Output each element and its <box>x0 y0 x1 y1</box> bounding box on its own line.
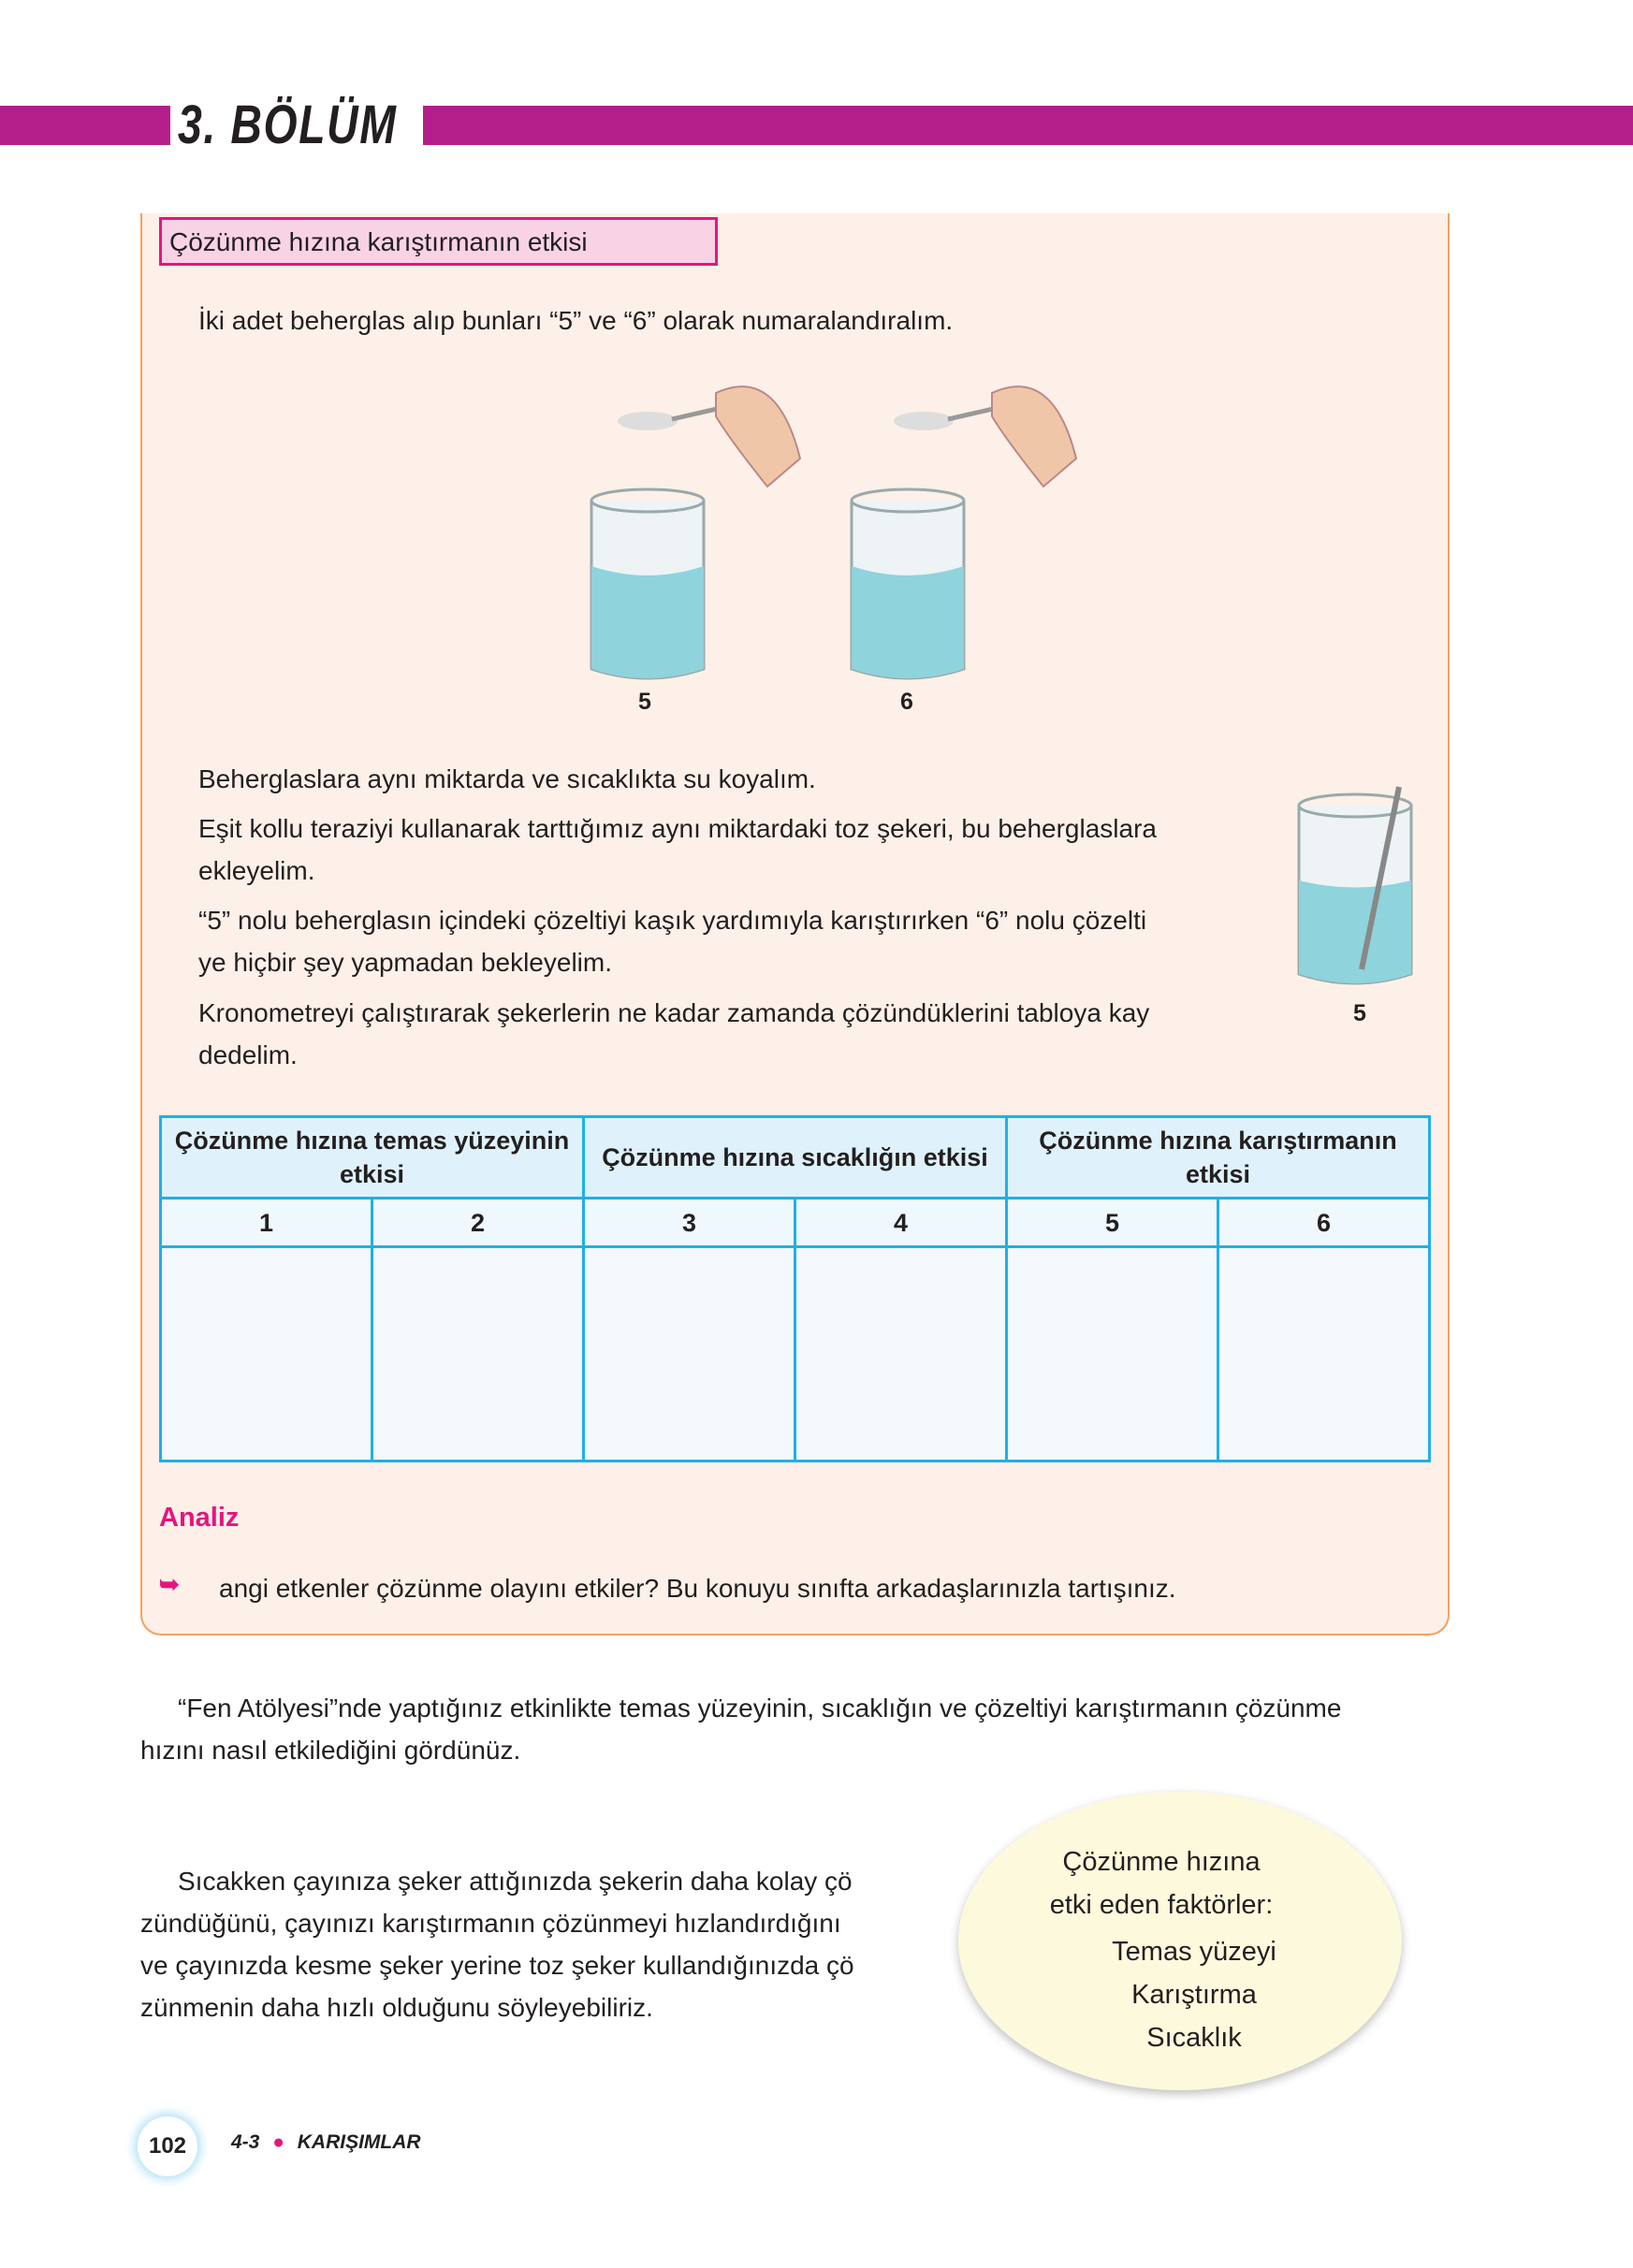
column-header: 6 <box>1218 1199 1430 1247</box>
group-header: Çözünme hızına sıcaklığın etkisi <box>584 1117 1007 1199</box>
table-cell <box>1007 1247 1218 1461</box>
callout-title-line: Çözünme hızına <box>1062 1847 1261 1877</box>
step-3: “5” nolu beherglasın içindeki çözeltiyi kaşık yardımıyla karıştırırken “6” nolu çözelti <box>198 906 1147 935</box>
page-number: 102 <box>138 2116 197 2176</box>
group-header: Çözünme hızına karıştırmanın etkisi <box>1007 1117 1430 1199</box>
chapter-bar-left <box>0 106 170 145</box>
spoon-hand-icon <box>894 386 1076 487</box>
callout-title <box>958 1792 1402 1926</box>
callout-item: Temas yüzeyi <box>1112 1937 1276 1967</box>
group-header: Çözünme hızına temas yüzeyinin etkisi <box>161 1117 584 1199</box>
callout-title-line: etki eden faktörler: <box>1049 1890 1274 1920</box>
intro-text: İki adet beherglas alıp bunları “5” ve “6” olarak numaralandıralım. <box>198 306 954 335</box>
analysis-text: angi etkenler çözünme olayını etkiler? Bu konuyu sınıfta arkadaşlarınızla tartışınız. <box>219 1574 1176 1603</box>
callout-item: Karıştırma <box>1131 1980 1257 2010</box>
paragraph-2-line-4: zünmenin daha hızlı olduğunu söyleyebiliriz. <box>140 1993 653 2022</box>
table-cell <box>1218 1247 1430 1461</box>
stirring-beaker-icon <box>1291 782 1422 993</box>
table-cell <box>161 1247 372 1461</box>
section-name: KARIŞIMLAR <box>297 2131 421 2153</box>
column-header: 3 <box>584 1199 795 1247</box>
paragraph-2-line-3: ve çayınızda kesme şeker yerine toz şeker kullandığınızda çö <box>140 1951 854 1980</box>
side-beaker-label: 5 <box>1353 1000 1366 1026</box>
footer-section <box>231 2131 421 2154</box>
callout-item: Sıcaklık <box>1146 2023 1242 2053</box>
spoon-hand-icon <box>618 386 800 487</box>
paragraph-1-line-2: hızını nasıl etkilediğini gördünüz. <box>140 1736 521 1765</box>
activity-heading: Çözünme hızına karıştırmanın etkisi <box>159 217 718 266</box>
factors-callout <box>958 1792 1402 2090</box>
paragraph-2-line-1: Sıcakken çayınıza şeker attığınızda şekerin daha kolay çö <box>178 1867 853 1896</box>
beaker-icon <box>591 489 704 678</box>
column-header: 1 <box>161 1199 372 1247</box>
step-3b: ye hiçbir şey yapmadan bekleyelim. <box>198 948 612 977</box>
step-2: Eşit kollu teraziyi kullanarak tarttığımız aynı miktardaki toz şekeri, bu beherglaslara <box>198 814 1157 843</box>
step-4: Kronometreyi çalıştırarak şekerlerin ne kadar zamanda çözündüklerini tabloya kay <box>198 998 1150 1027</box>
table-cell <box>372 1247 584 1461</box>
step-2b: ekleyelim. <box>198 856 315 885</box>
arrow-icon: ➥ <box>159 1570 180 1598</box>
table-cell <box>584 1247 795 1461</box>
callout-items <box>958 1930 1402 2059</box>
unit-number: 4-3 <box>231 2131 260 2153</box>
bullet-icon: ● <box>272 2131 284 2153</box>
column-header: 4 <box>795 1199 1007 1247</box>
table-cell <box>795 1247 1007 1461</box>
chapter-bar-right <box>423 106 1633 145</box>
step-4b: dedelim. <box>198 1040 298 1069</box>
step-1: Beherglaslara aynı miktarda ve sıcaklıkta su koyalım. <box>198 764 816 793</box>
results-table <box>159 1115 1431 1462</box>
chapter-title: 3. BÖLÜM <box>178 94 398 155</box>
beaker-label-6: 6 <box>900 689 913 715</box>
paragraph-1-line-1: “Fen Atölyesi”nde yaptığınız etkinlikte temas yüzeyinin, sıcaklığın ve çözeltiyi karıştırmanın çözünme <box>178 1694 1342 1723</box>
beakers-illustration <box>561 365 1104 683</box>
beaker-label-5: 5 <box>638 689 651 715</box>
column-header: 2 <box>372 1199 584 1247</box>
analysis-title: Analiz <box>159 1503 240 1533</box>
column-header: 5 <box>1007 1199 1218 1247</box>
paragraph-2-line-2: zündüğünü, çayınızı karıştırmanın çözünmeyi hızlandırdığını <box>140 1909 841 1938</box>
